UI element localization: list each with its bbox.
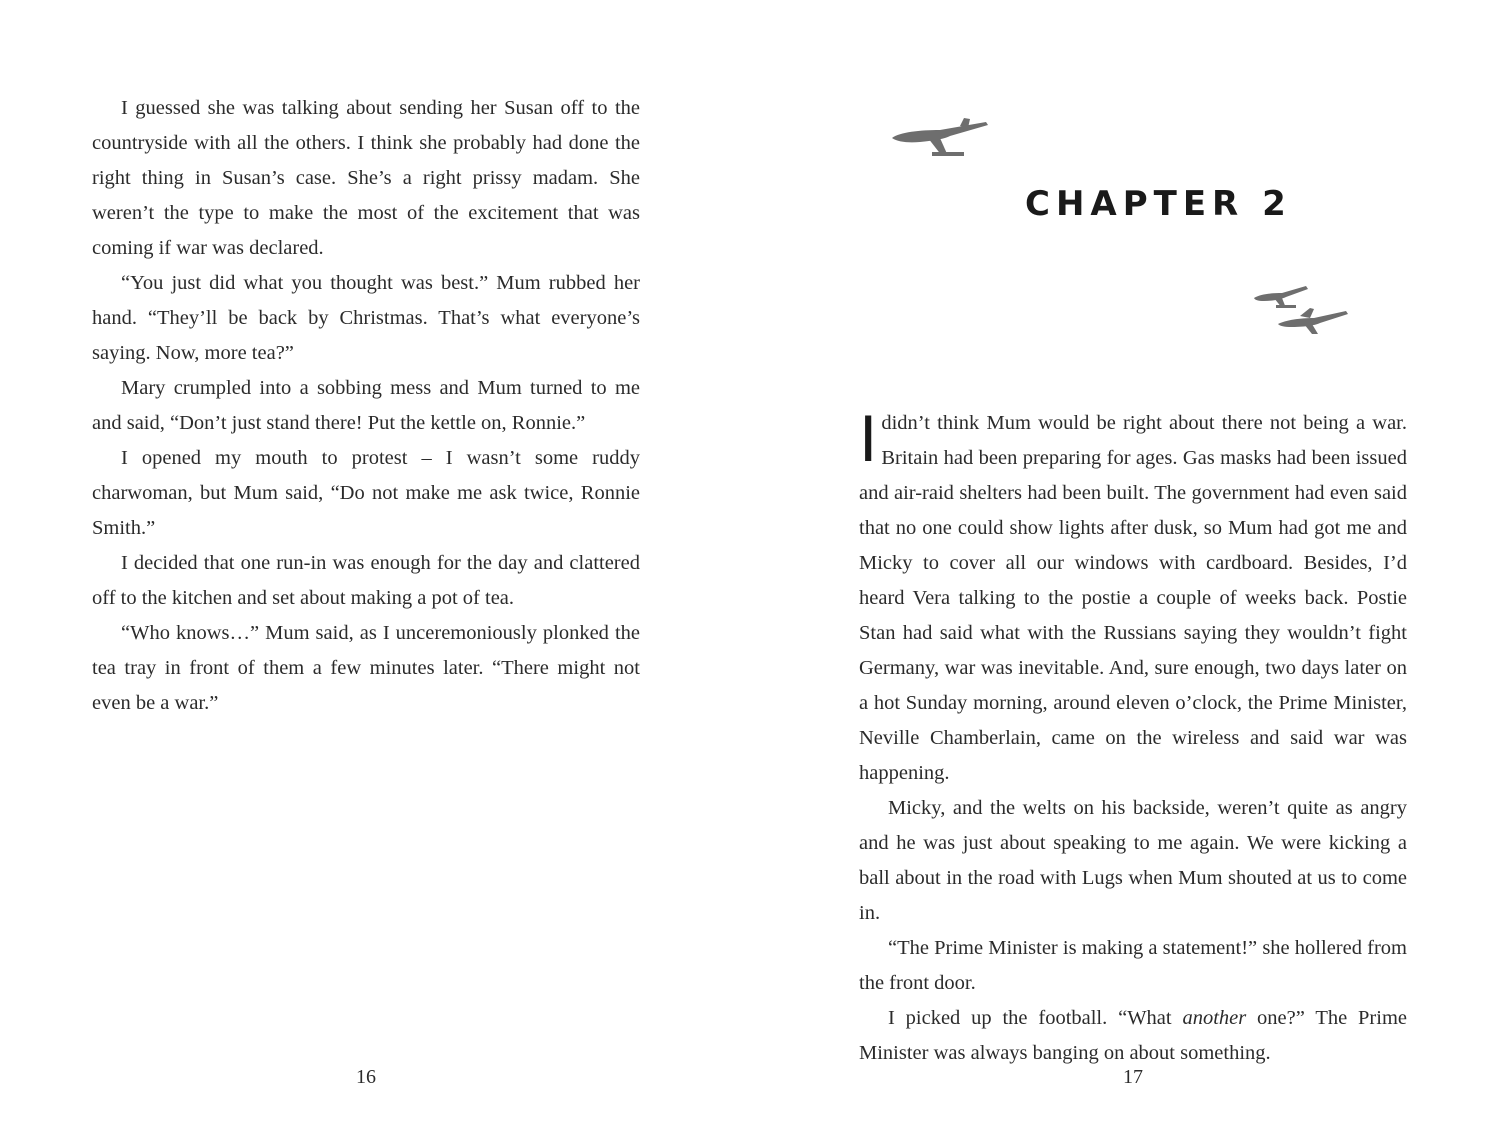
paragraph: “You just did what you thought was best.” Mum rubbed her hand. “They’ll be back by Christmas. That’s what everyone’s saying. Now, more tea?”: [92, 272, 640, 364]
page-number: 16: [356, 1066, 376, 1088]
emphasis-text: another: [1182, 1007, 1247, 1029]
drop-cap: I: [859, 401, 878, 475]
paragraph: “The Prime Minister is making a statement!” she hollered from the front door.: [859, 937, 1407, 994]
plane-icon-large: [890, 118, 990, 163]
paragraph-text: one?” The Prime Minister was always banging on about something.: [859, 1007, 1407, 1064]
paragraph: Mary crumpled into a sobbing mess and Mum turned to me and said, “Don’t just stand there! Put the kettle on, Ronnie.”: [92, 377, 640, 434]
opening-paragraph-text: didn’t think Mum would be right about there not being a war. Britain had been preparing for ages. Gas masks had been issued and air-raid shelters had been built. The government had even said that no one could show lights after dusk, so Mum had got me and Micky to cover all our windows with cardboard. Besides, I’d heard Vera talking to the postie a couple of weeks back. Postie Stan had said what with the Russians saying they wouldn’t fight Germany, war was inevitable. And, sure enough, two days later on a hot Sunday morning, around eleven o’clock, the Prime Minister, Neville Chamberlain, came on the wireless and said war was happening.: [859, 412, 1407, 784]
right-page: [750, 0, 1500, 1143]
left-page-text: [92, 91, 640, 721]
paragraph: I opened my mouth to protest – I wasn’t some ruddy charwoman, but Mum said, “Do not make me ask twice, Ronnie Smith.”: [92, 447, 640, 539]
paragraph: I guessed she was talking about sending her Susan off to the countryside with all the others. I think she probably had done the right thing in Susan’s case. She’s a right prissy madam. She weren’t the type to make the most of the excitement that was coming if war was declared.: [92, 97, 640, 259]
right-page-text: [859, 401, 1407, 1071]
plane-icon-medium: [1276, 308, 1350, 336]
opening-paragraph: [859, 401, 1407, 791]
chapter-title: CHAPTER 2: [1025, 184, 1292, 224]
paragraph: I decided that one run-in was enough for the day and clattered off to the kitchen and set about making a pot of tea.: [92, 552, 640, 609]
paragraph-text: I picked up the football. “What: [888, 1007, 1183, 1029]
page-number: 17: [1123, 1066, 1143, 1088]
paragraph: Micky, and the welts on his backside, weren’t quite as angry and he was just about speaking to me again. We were kicking a ball about in the road with Lugs when Mum shouted at us to come in.: [859, 797, 1407, 924]
paragraph: [859, 1001, 1407, 1071]
paragraph: “Who knows…” Mum said, as I unceremoniously plonked the tea tray in front of them a few minutes later. “There might not even be a war.”: [92, 622, 640, 714]
